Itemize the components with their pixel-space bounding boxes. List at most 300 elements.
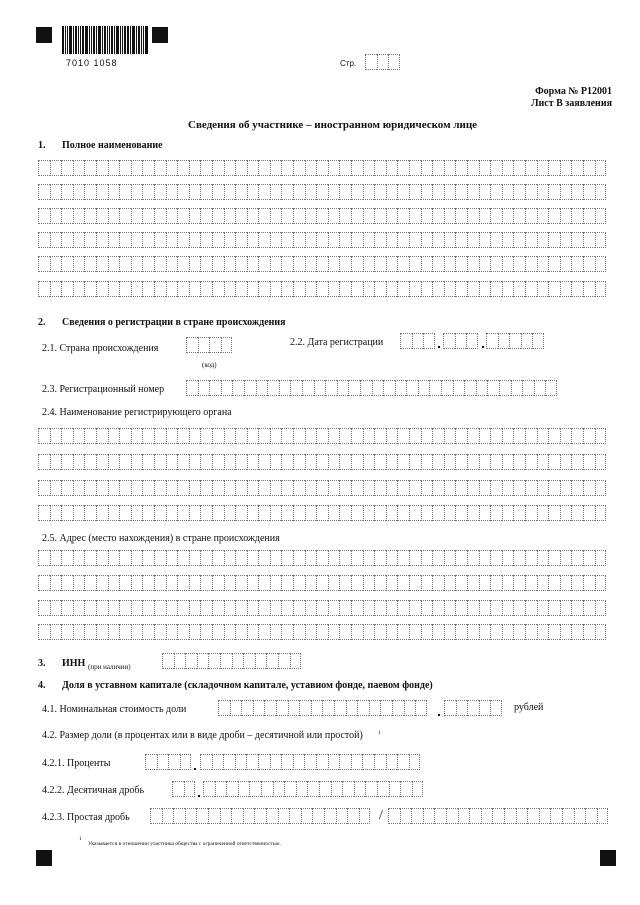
char-cell[interactable] <box>421 428 433 444</box>
char-cell[interactable] <box>560 600 572 616</box>
char-cell[interactable] <box>73 624 85 640</box>
char-cell[interactable] <box>96 550 108 566</box>
char-cell[interactable] <box>302 380 314 396</box>
char-cell[interactable] <box>154 480 166 496</box>
char-cell[interactable] <box>328 575 340 591</box>
char-cell[interactable] <box>305 575 317 591</box>
char-cell[interactable] <box>131 281 143 297</box>
char-cell[interactable] <box>537 624 549 640</box>
char-cell[interactable] <box>432 256 444 272</box>
char-cell[interactable] <box>96 232 108 248</box>
char-cell[interactable] <box>537 184 549 200</box>
char-cell[interactable] <box>189 281 201 297</box>
char-cell[interactable] <box>363 624 375 640</box>
char-cell[interactable] <box>429 380 441 396</box>
char-cell[interactable] <box>293 575 305 591</box>
char-cell[interactable] <box>363 208 375 224</box>
char-cell[interactable] <box>537 232 549 248</box>
char-cell[interactable] <box>224 160 236 176</box>
char-cell[interactable] <box>316 505 328 521</box>
char-cell[interactable] <box>595 208 607 224</box>
authority-row-1[interactable] <box>38 428 606 444</box>
char-cell[interactable] <box>50 505 62 521</box>
char-cell[interactable] <box>389 781 401 797</box>
char-cell[interactable] <box>108 428 120 444</box>
char-cell[interactable] <box>212 281 224 297</box>
char-cell[interactable] <box>166 428 178 444</box>
char-cell[interactable] <box>421 208 433 224</box>
char-cell[interactable] <box>73 428 85 444</box>
regnum-cells[interactable] <box>186 380 557 396</box>
char-cell[interactable] <box>351 454 363 470</box>
char-cell[interactable] <box>418 380 430 396</box>
char-cell[interactable] <box>84 184 96 200</box>
char-cell[interactable] <box>293 256 305 272</box>
char-cell[interactable] <box>73 232 85 248</box>
char-cell[interactable] <box>490 281 502 297</box>
char-cell[interactable] <box>244 380 256 396</box>
char-cell[interactable] <box>270 550 282 566</box>
char-cell[interactable] <box>444 281 456 297</box>
char-cell[interactable] <box>119 232 131 248</box>
char-cell[interactable] <box>305 184 317 200</box>
char-cell[interactable] <box>38 232 50 248</box>
char-cell[interactable] <box>223 754 235 770</box>
char-cell[interactable] <box>571 256 583 272</box>
char-cell[interactable] <box>258 550 270 566</box>
char-cell[interactable] <box>305 624 317 640</box>
char-cell[interactable] <box>351 600 363 616</box>
char-cell[interactable] <box>409 428 421 444</box>
char-cell[interactable] <box>305 232 317 248</box>
char-cell[interactable] <box>444 480 456 496</box>
char-cell[interactable] <box>513 600 525 616</box>
char-cell[interactable] <box>479 281 491 297</box>
char-cell[interactable] <box>311 700 323 716</box>
char-cell[interactable] <box>185 653 197 669</box>
char-cell[interactable] <box>208 653 220 669</box>
char-cell[interactable] <box>363 184 375 200</box>
char-cell[interactable] <box>502 600 514 616</box>
char-cell[interactable] <box>363 550 375 566</box>
char-cell[interactable] <box>560 428 572 444</box>
char-cell[interactable] <box>258 575 270 591</box>
char-cell[interactable] <box>197 653 209 669</box>
char-cell[interactable] <box>270 208 282 224</box>
char-cell[interactable] <box>363 428 375 444</box>
char-cell[interactable] <box>545 380 557 396</box>
char-cell[interactable] <box>351 281 363 297</box>
char-cell[interactable] <box>84 624 96 640</box>
char-cell[interactable] <box>365 54 377 70</box>
char-cell[interactable] <box>525 208 537 224</box>
char-cell[interactable] <box>131 256 143 272</box>
char-cell[interactable] <box>177 208 189 224</box>
char-cell[interactable] <box>421 550 433 566</box>
char-cell[interactable] <box>177 256 189 272</box>
char-cell[interactable] <box>96 600 108 616</box>
char-cell[interactable] <box>224 550 236 566</box>
char-cell[interactable] <box>374 232 386 248</box>
char-cell[interactable] <box>595 505 607 521</box>
char-cell[interactable] <box>432 550 444 566</box>
char-cell[interactable] <box>386 550 398 566</box>
char-cell[interactable] <box>142 550 154 566</box>
char-cell[interactable] <box>525 575 537 591</box>
char-cell[interactable] <box>177 505 189 521</box>
char-cell[interactable] <box>200 256 212 272</box>
char-cell[interactable] <box>583 428 595 444</box>
char-cell[interactable] <box>293 184 305 200</box>
char-cell[interactable] <box>61 505 73 521</box>
char-cell[interactable] <box>502 550 514 566</box>
char-cell[interactable] <box>571 281 583 297</box>
char-cell[interactable] <box>339 160 351 176</box>
char-cell[interactable] <box>142 208 154 224</box>
char-cell[interactable] <box>560 454 572 470</box>
char-cell[interactable] <box>281 232 293 248</box>
char-cell[interactable] <box>328 454 340 470</box>
char-cell[interactable] <box>571 454 583 470</box>
char-cell[interactable] <box>212 624 224 640</box>
char-cell[interactable] <box>281 600 293 616</box>
char-cell[interactable] <box>281 208 293 224</box>
char-cell[interactable] <box>189 505 201 521</box>
char-cell[interactable] <box>235 281 247 297</box>
char-cell[interactable] <box>119 600 131 616</box>
char-cell[interactable] <box>84 480 96 496</box>
char-cell[interactable] <box>328 232 340 248</box>
char-cell[interactable] <box>177 480 189 496</box>
char-cell[interactable] <box>490 505 502 521</box>
char-cell[interactable] <box>548 550 560 566</box>
char-cell[interactable] <box>166 208 178 224</box>
char-cell[interactable] <box>281 754 293 770</box>
char-cell[interactable] <box>328 256 340 272</box>
char-cell[interactable] <box>38 480 50 496</box>
char-cell[interactable] <box>224 208 236 224</box>
char-cell[interactable] <box>467 281 479 297</box>
char-cell[interactable] <box>548 480 560 496</box>
char-cell[interactable] <box>412 333 424 349</box>
char-cell[interactable] <box>305 550 317 566</box>
char-cell[interactable] <box>490 550 502 566</box>
char-cell[interactable] <box>455 575 467 591</box>
char-cell[interactable] <box>513 184 525 200</box>
char-cell[interactable] <box>166 184 178 200</box>
char-cell[interactable] <box>534 380 546 396</box>
char-cell[interactable] <box>560 184 572 200</box>
char-cell[interactable] <box>50 550 62 566</box>
char-cell[interactable] <box>455 550 467 566</box>
char-cell[interactable] <box>212 550 224 566</box>
char-cell[interactable] <box>537 160 549 176</box>
char-cell[interactable] <box>479 550 491 566</box>
char-cell[interactable] <box>224 428 236 444</box>
char-cell[interactable] <box>142 454 154 470</box>
char-cell[interactable] <box>267 380 279 396</box>
char-cell[interactable] <box>50 428 62 444</box>
char-cell[interactable] <box>119 454 131 470</box>
char-cell[interactable] <box>585 808 597 824</box>
char-cell[interactable] <box>61 575 73 591</box>
char-cell[interactable] <box>305 600 317 616</box>
char-cell[interactable] <box>409 575 421 591</box>
char-cell[interactable] <box>84 256 96 272</box>
char-cell[interactable] <box>537 480 549 496</box>
char-cell[interactable] <box>73 505 85 521</box>
char-cell[interactable] <box>595 600 607 616</box>
char-cell[interactable] <box>455 208 467 224</box>
char-cell[interactable] <box>571 505 583 521</box>
char-cell[interactable] <box>583 600 595 616</box>
char-cell[interactable] <box>374 505 386 521</box>
char-cell[interactable] <box>258 505 270 521</box>
char-cell[interactable] <box>316 454 328 470</box>
char-cell[interactable] <box>502 480 514 496</box>
char-cell[interactable] <box>281 184 293 200</box>
char-cell[interactable] <box>583 550 595 566</box>
char-cell[interactable] <box>73 480 85 496</box>
char-cell[interactable] <box>331 781 343 797</box>
char-cell[interactable] <box>354 781 366 797</box>
char-cell[interactable] <box>38 428 50 444</box>
char-cell[interactable] <box>583 505 595 521</box>
char-cell[interactable] <box>560 208 572 224</box>
char-cell[interactable] <box>595 624 607 640</box>
char-cell[interactable] <box>154 575 166 591</box>
char-cell[interactable] <box>200 232 212 248</box>
char-cell[interactable] <box>334 700 346 716</box>
char-cell[interactable] <box>258 480 270 496</box>
char-cell[interactable] <box>235 600 247 616</box>
char-cell[interactable] <box>444 256 456 272</box>
char-cell[interactable] <box>490 184 502 200</box>
char-cell[interactable] <box>372 380 384 396</box>
char-cell[interactable] <box>231 808 243 824</box>
char-cell[interactable] <box>316 232 328 248</box>
char-cell[interactable] <box>235 480 247 496</box>
char-cell[interactable] <box>270 281 282 297</box>
char-cell[interactable] <box>498 333 510 349</box>
char-cell[interactable] <box>409 281 421 297</box>
char-cell[interactable] <box>571 575 583 591</box>
char-cell[interactable] <box>339 454 351 470</box>
char-cell[interactable] <box>200 160 212 176</box>
char-cell[interactable] <box>336 808 348 824</box>
char-cell[interactable] <box>490 256 502 272</box>
char-cell[interactable] <box>212 232 224 248</box>
char-cell[interactable] <box>360 380 372 396</box>
char-cell[interactable] <box>212 505 224 521</box>
char-cell[interactable] <box>261 781 273 797</box>
char-cell[interactable] <box>516 808 528 824</box>
char-cell[interactable] <box>247 208 259 224</box>
char-cell[interactable] <box>444 624 456 640</box>
char-cell[interactable] <box>154 428 166 444</box>
char-cell[interactable] <box>397 281 409 297</box>
char-cell[interactable] <box>377 54 389 70</box>
char-cell[interactable] <box>363 454 375 470</box>
char-cell[interactable] <box>525 480 537 496</box>
char-cell[interactable] <box>226 781 238 797</box>
char-cell[interactable] <box>560 505 572 521</box>
char-cell[interactable] <box>258 184 270 200</box>
char-cell[interactable] <box>142 184 154 200</box>
char-cell[interactable] <box>363 256 375 272</box>
char-cell[interactable] <box>560 480 572 496</box>
char-cell[interactable] <box>258 428 270 444</box>
char-cell[interactable] <box>224 480 236 496</box>
char-cell[interactable] <box>432 281 444 297</box>
char-cell[interactable] <box>537 454 549 470</box>
char-cell[interactable] <box>502 624 514 640</box>
char-cell[interactable] <box>595 480 607 496</box>
char-cell[interactable] <box>404 700 416 716</box>
char-cell[interactable] <box>150 808 162 824</box>
char-cell[interactable] <box>264 700 276 716</box>
char-cell[interactable] <box>455 428 467 444</box>
char-cell[interactable] <box>293 454 305 470</box>
char-cell[interactable] <box>293 600 305 616</box>
char-cell[interactable] <box>189 428 201 444</box>
char-cell[interactable] <box>108 575 120 591</box>
char-cell[interactable] <box>247 256 259 272</box>
char-cell[interactable] <box>397 428 409 444</box>
char-cell[interactable] <box>61 624 73 640</box>
char-cell[interactable] <box>220 653 232 669</box>
char-cell[interactable] <box>386 208 398 224</box>
char-cell[interactable] <box>50 184 62 200</box>
char-cell[interactable] <box>525 454 537 470</box>
char-cell[interactable] <box>444 184 456 200</box>
char-cell[interactable] <box>154 232 166 248</box>
char-cell[interactable] <box>212 208 224 224</box>
char-cell[interactable] <box>328 208 340 224</box>
char-cell[interactable] <box>525 256 537 272</box>
char-cell[interactable] <box>583 454 595 470</box>
char-cell[interactable] <box>73 575 85 591</box>
char-cell[interactable] <box>281 160 293 176</box>
char-cell[interactable] <box>537 428 549 444</box>
char-cell[interactable] <box>131 550 143 566</box>
char-cell[interactable] <box>270 232 282 248</box>
char-cell[interactable] <box>131 160 143 176</box>
char-cell[interactable] <box>467 624 479 640</box>
char-cell[interactable] <box>84 505 96 521</box>
char-cell[interactable] <box>550 808 562 824</box>
char-cell[interactable] <box>108 184 120 200</box>
char-cell[interactable] <box>38 454 50 470</box>
char-cell[interactable] <box>246 754 258 770</box>
char-cell[interactable] <box>351 624 363 640</box>
char-cell[interactable] <box>270 754 282 770</box>
char-cell[interactable] <box>212 160 224 176</box>
char-cell[interactable] <box>96 505 108 521</box>
simple-numerator-cells[interactable] <box>150 808 370 824</box>
char-cell[interactable] <box>537 600 549 616</box>
char-cell[interactable] <box>492 808 504 824</box>
char-cell[interactable] <box>455 505 467 521</box>
char-cell[interactable] <box>305 256 317 272</box>
char-cell[interactable] <box>224 281 236 297</box>
char-cell[interactable] <box>189 624 201 640</box>
percent-fraction-cells[interactable] <box>200 754 420 770</box>
char-cell[interactable] <box>96 575 108 591</box>
char-cell[interactable] <box>455 480 467 496</box>
char-cell[interactable] <box>455 600 467 616</box>
authority-row-2[interactable] <box>38 454 606 470</box>
char-cell[interactable] <box>293 624 305 640</box>
char-cell[interactable] <box>185 808 197 824</box>
char-cell[interactable] <box>154 208 166 224</box>
char-cell[interactable] <box>84 208 96 224</box>
char-cell[interactable] <box>388 54 400 70</box>
char-cell[interactable] <box>502 575 514 591</box>
char-cell[interactable] <box>224 232 236 248</box>
char-cell[interactable] <box>560 624 572 640</box>
char-cell[interactable] <box>212 754 224 770</box>
char-cell[interactable] <box>537 208 549 224</box>
char-cell[interactable] <box>131 505 143 521</box>
char-cell[interactable] <box>270 480 282 496</box>
char-cell[interactable] <box>255 653 267 669</box>
char-cell[interactable] <box>142 232 154 248</box>
char-cell[interactable] <box>513 480 525 496</box>
char-cell[interactable] <box>374 575 386 591</box>
char-cell[interactable] <box>525 428 537 444</box>
full-name-row-1[interactable] <box>38 160 606 176</box>
char-cell[interactable] <box>276 700 288 716</box>
char-cell[interactable] <box>189 454 201 470</box>
char-cell[interactable] <box>173 808 185 824</box>
char-cell[interactable] <box>119 480 131 496</box>
char-cell[interactable] <box>481 808 493 824</box>
char-cell[interactable] <box>487 380 499 396</box>
char-cell[interactable] <box>131 480 143 496</box>
char-cell[interactable] <box>386 281 398 297</box>
char-cell[interactable] <box>84 600 96 616</box>
char-cell[interactable] <box>154 600 166 616</box>
char-cell[interactable] <box>162 808 174 824</box>
char-cell[interactable] <box>131 208 143 224</box>
char-cell[interactable] <box>301 808 313 824</box>
char-cell[interactable] <box>119 256 131 272</box>
char-cell[interactable] <box>253 700 265 716</box>
char-cell[interactable] <box>61 256 73 272</box>
char-cell[interactable] <box>363 600 375 616</box>
char-cell[interactable] <box>281 575 293 591</box>
char-cell[interactable] <box>490 160 502 176</box>
char-cell[interactable] <box>479 700 491 716</box>
char-cell[interactable] <box>293 281 305 297</box>
char-cell[interactable] <box>432 575 444 591</box>
char-cell[interactable] <box>490 232 502 248</box>
char-cell[interactable] <box>96 160 108 176</box>
char-cell[interactable] <box>513 454 525 470</box>
full-name-row-2[interactable] <box>38 184 606 200</box>
char-cell[interactable] <box>258 256 270 272</box>
char-cell[interactable] <box>328 480 340 496</box>
char-cell[interactable] <box>281 428 293 444</box>
char-cell[interactable] <box>328 281 340 297</box>
char-cell[interactable] <box>328 160 340 176</box>
char-cell[interactable] <box>131 454 143 470</box>
char-cell[interactable] <box>532 333 544 349</box>
char-cell[interactable] <box>230 700 242 716</box>
char-cell[interactable] <box>339 428 351 444</box>
char-cell[interactable] <box>200 480 212 496</box>
